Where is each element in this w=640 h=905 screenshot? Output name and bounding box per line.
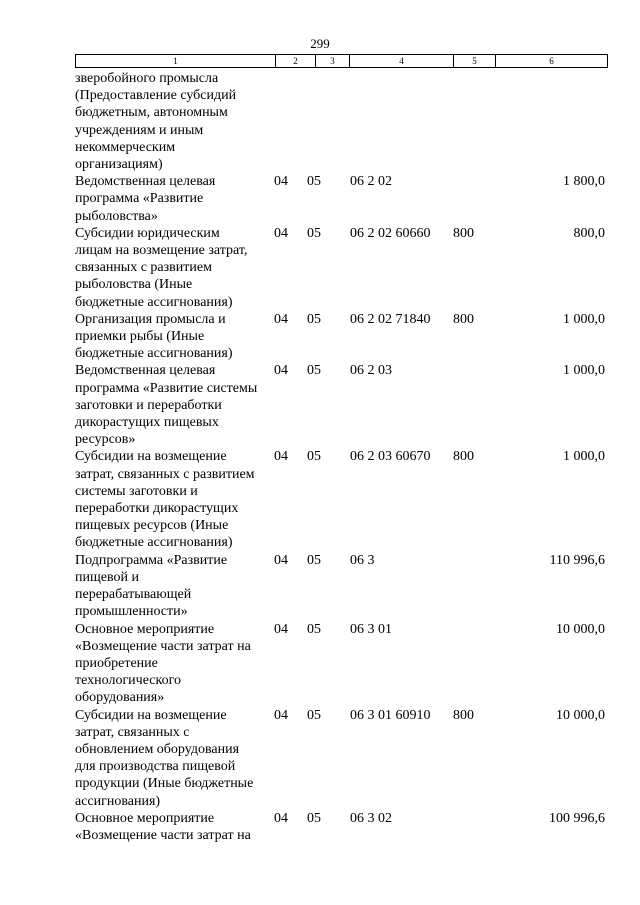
row-name-line: системы заготовки и (75, 483, 198, 499)
row-name (75, 552, 274, 621)
row-name (75, 707, 274, 810)
target-item-code: 06 2 02 60660 (350, 225, 431, 241)
table-row (75, 810, 608, 844)
header-col-4: 4 (349, 55, 453, 67)
section-code: 04 (274, 225, 288, 241)
row-name-line: продукции (Иные бюджетные (75, 776, 254, 792)
row-name-line: для производства пищевой (75, 759, 236, 775)
table-row (75, 552, 608, 621)
section-code: 04 (274, 174, 288, 190)
expense-type-code: 800 (453, 311, 474, 327)
table-row (75, 225, 608, 311)
row-name-line: учреждениям и иным (75, 122, 204, 138)
amount: 1 000,0 (563, 449, 605, 465)
row-name-line: ресурсов» (75, 432, 136, 448)
row-name-line: технологического (75, 673, 181, 689)
row-name-line: пищевых ресурсов (Иные (75, 518, 229, 534)
row-name-line: Субсидии на возмещение (75, 449, 227, 465)
header-col-3: 3 (315, 55, 349, 67)
row-name-line: приобретение (75, 655, 158, 671)
row-name-line: Ведомственная целевая (75, 174, 216, 190)
row-name-line: заготовки и переработки (75, 397, 222, 413)
header-col-5: 5 (453, 55, 495, 67)
target-item-code: 06 2 02 (350, 174, 392, 190)
row-name-line: переработки дикорастущих (75, 501, 239, 517)
row-name-line: «Возмещение части затрат на (75, 638, 251, 654)
row-name-line: программа «Развитие системы (75, 380, 258, 396)
amount: 1 000,0 (563, 363, 605, 379)
row-name-line: некоммерческим (75, 139, 176, 155)
subsection-code: 05 (307, 363, 321, 379)
target-item-code: 06 2 02 71840 (350, 311, 431, 327)
row-name-line: (Предоставление субсидий (75, 88, 237, 104)
section-code: 04 (274, 363, 288, 379)
table-header-row (75, 54, 608, 68)
subsection-code: 05 (307, 810, 321, 826)
table-body (75, 70, 608, 844)
subsection-code: 05 (307, 225, 321, 241)
subsection-code: 05 (307, 552, 321, 568)
table-row (75, 70, 608, 173)
row-name-line: Основное мероприятие (75, 810, 215, 826)
amount: 10 000,0 (556, 707, 605, 723)
row-name (75, 810, 274, 844)
row-name (75, 173, 274, 225)
table-row (75, 311, 608, 363)
target-item-code: 06 3 01 60910 (350, 707, 431, 723)
section-code: 04 (274, 621, 288, 637)
subsection-code: 05 (307, 449, 321, 465)
header-col-2: 2 (275, 55, 315, 67)
row-name (75, 70, 274, 173)
row-name-line: обновлением оборудования (75, 741, 240, 757)
expense-type-code: 800 (453, 449, 474, 465)
row-name-line: Подпрограмма «Развитие (75, 552, 228, 568)
row-name (75, 448, 274, 551)
row-name-line: приемки рыбы (Иные (75, 329, 205, 345)
row-name-line: программа «Развитие (75, 191, 204, 207)
amount: 10 000,0 (556, 621, 605, 637)
subsection-code: 05 (307, 707, 321, 723)
header-col-6: 6 (495, 55, 607, 67)
table-row (75, 707, 608, 810)
table-row (75, 362, 608, 448)
row-name-line: Субсидии юридическим (75, 225, 220, 241)
section-code: 04 (274, 810, 288, 826)
row-name (75, 362, 274, 448)
target-item-code: 06 2 03 60670 (350, 449, 431, 465)
subsection-code: 05 (307, 621, 321, 637)
table-row (75, 173, 608, 225)
row-name-line: дикорастущих пищевых (75, 415, 219, 431)
row-name-line: лицам на возмещение затрат, (75, 243, 248, 259)
row-name (75, 621, 274, 707)
row-name-line: организациям) (75, 157, 163, 173)
target-item-code: 06 3 02 (350, 810, 392, 826)
header-col-1: 1 (173, 56, 178, 66)
row-name-line: затрат, связанных с (75, 724, 190, 740)
row-name-line: промышленности» (75, 604, 188, 620)
row-name (75, 311, 274, 363)
section-code: 04 (274, 552, 288, 568)
target-item-code: 06 3 (350, 552, 375, 568)
amount: 110 996,6 (549, 552, 605, 568)
section-code: 04 (274, 707, 288, 723)
subsection-code: 05 (307, 311, 321, 327)
amount: 800,0 (573, 225, 605, 241)
row-name-line: затрат, связанных с развитием (75, 466, 255, 482)
table-row (75, 621, 608, 707)
row-name-line: рыболовства» (75, 208, 158, 224)
page-number: 299 (310, 36, 330, 51)
row-name-line: бюджетные ассигнования) (75, 535, 233, 551)
amount: 100 996,6 (549, 810, 605, 826)
row-name-line: связанных с развитием (75, 260, 212, 276)
target-item-code: 06 3 01 (350, 621, 392, 637)
section-code: 04 (274, 311, 288, 327)
expense-type-code: 800 (453, 225, 474, 241)
row-name-line: зверобойного промысла (75, 71, 219, 86)
subsection-code: 05 (307, 174, 321, 190)
row-name-line: пищевой и (75, 569, 139, 585)
row-name-line: рыболовства (Иные (75, 277, 193, 293)
expense-type-code: 800 (453, 707, 474, 723)
amount: 1 800,0 (563, 174, 605, 190)
row-name-line: ассигнования) (75, 793, 161, 809)
row-name-line: «Возмещение части затрат на (75, 827, 251, 843)
row-name-line: бюджетным, автономным (75, 105, 228, 121)
row-name-line: Основное мероприятие (75, 621, 215, 637)
section-code: 04 (274, 449, 288, 465)
row-name-line: бюджетные ассигнования) (75, 294, 233, 310)
table-row (75, 448, 608, 551)
row-name-line: перерабатывающей (75, 587, 192, 603)
row-name-line: бюджетные ассигнования) (75, 346, 233, 362)
target-item-code: 06 2 03 (350, 363, 392, 379)
row-name-line: оборудования» (75, 690, 165, 706)
amount: 1 000,0 (563, 311, 605, 327)
row-name-line: Ведомственная целевая (75, 363, 216, 379)
row-name (75, 225, 274, 311)
row-name-line: Организация промысла и (75, 311, 226, 327)
row-name-line: Субсидии на возмещение (75, 707, 227, 723)
